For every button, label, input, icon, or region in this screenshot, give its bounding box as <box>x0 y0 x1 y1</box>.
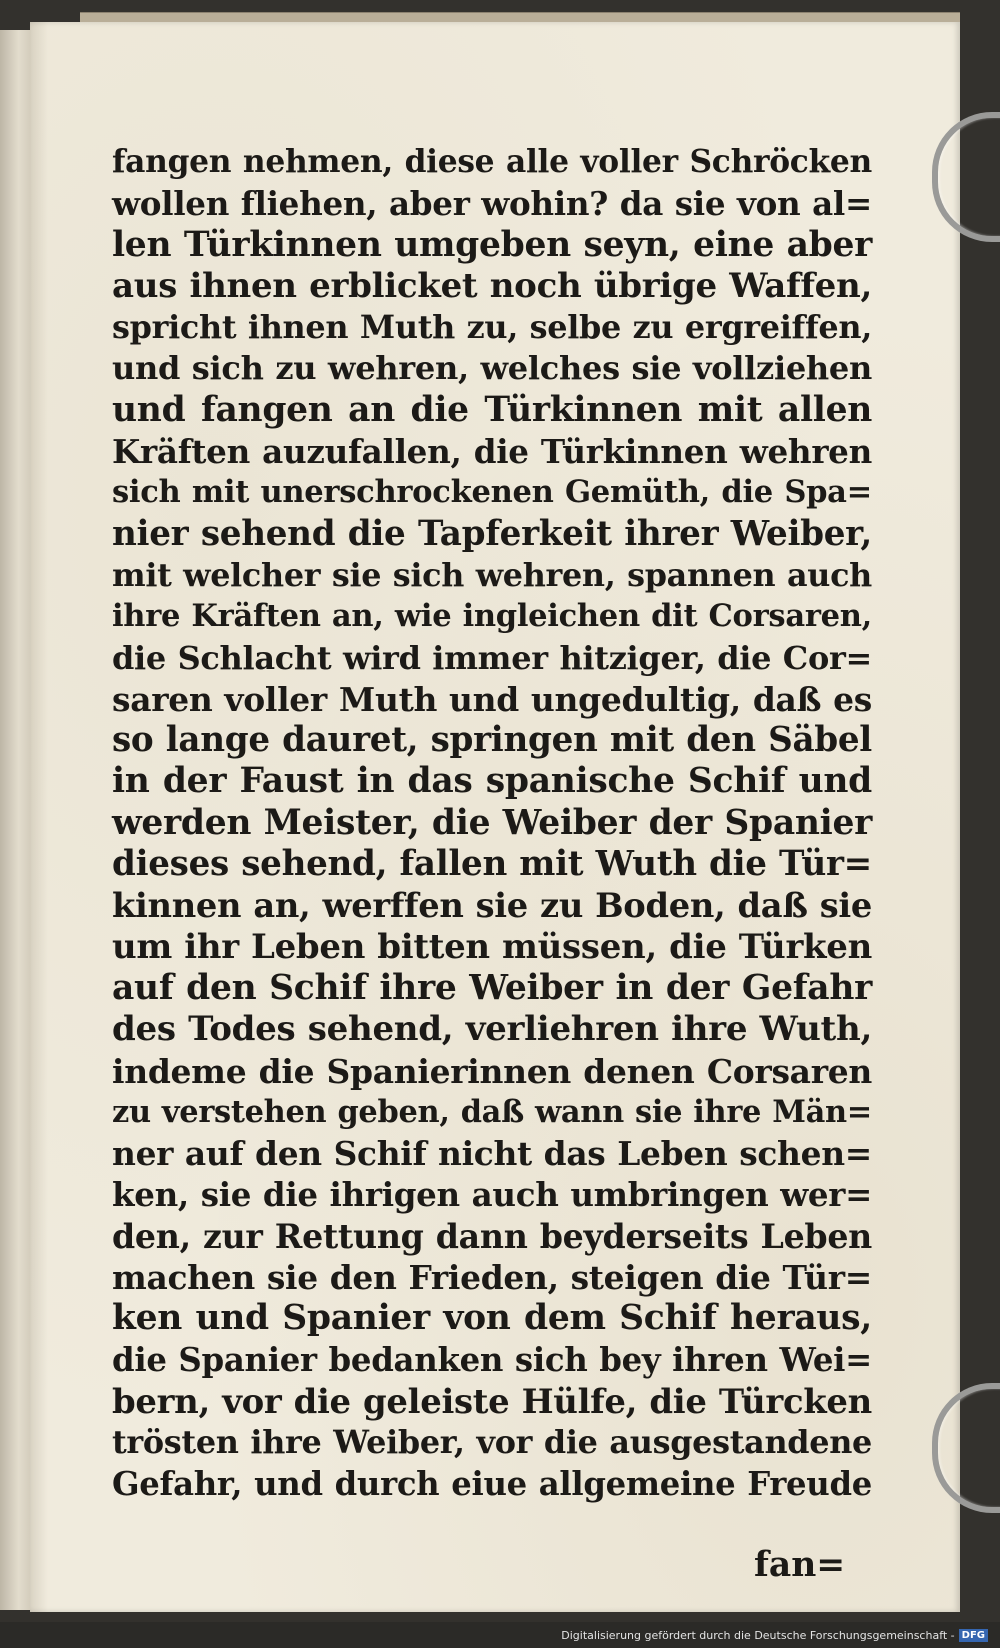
text-line: sich mit unerschrockenen Gemüth, die Spa= <box>112 474 872 511</box>
text-line: aus ihnen erblicket noch übrige Waffen, <box>112 265 872 306</box>
text-line: um ihr Leben bitten müssen, die Türken <box>112 926 872 967</box>
text-line: auf den Schif ihre Weiber in der Gefahr <box>112 967 872 1008</box>
text-line: wollen fliehen, aber wohin? da sie von al= <box>112 184 872 224</box>
text-line: dieses sehend, fallen mit Wuth die Tür= <box>112 844 872 885</box>
text-line: und fangen an die Türkinnen mit allen <box>112 389 872 430</box>
text-line: des Todes sehend, verliehren ihre Wuth, <box>112 1009 872 1050</box>
text-line: ken und Spanier von dem Schif heraus, <box>112 1298 872 1339</box>
text-line: die Spanier bedanken sich bey ihren Wei= <box>112 1340 872 1379</box>
text-line: Kräften auzufallen, die Türkinnen wehren <box>112 432 872 472</box>
text-line: ken, sie die ihrigen auch umbringen wer= <box>112 1175 872 1215</box>
text-line: indeme die Spanierinnen denen Corsaren <box>112 1051 872 1091</box>
catchword: fan= <box>754 1545 846 1585</box>
text-line: Gefahr, und durch eiue allgemeine Freude <box>112 1464 872 1503</box>
text-line: den, zur Rettung dann beyderseits Leben <box>112 1216 872 1256</box>
page-text-body <box>112 142 872 1505</box>
text-line: kinnen an, werffen sie zu Boden, daß sie <box>112 885 872 926</box>
text-line: mit welcher sie sich wehren, spannen auch <box>112 555 872 594</box>
text-line: spricht ihnen Muth zu, selbe zu ergreiffen, <box>112 308 872 347</box>
text-line: in der Faust in das spanische Schif und <box>112 761 872 802</box>
dfg-logo-icon: DFG <box>959 1629 988 1642</box>
text-line: ihre Kräften an, wie ingleichen dit Corsaren, <box>112 598 872 635</box>
text-line: zu verstehen geben, daß wann sie ihre Män= <box>112 1093 872 1130</box>
text-line: saren voller Muth und ungedultig, daß es <box>112 679 872 719</box>
text-line: trösten ihre Weiber, vor die ausgestandene <box>112 1423 872 1462</box>
text-line: bern, vor die geleiste Hülfe, die Türcken <box>112 1380 872 1421</box>
text-line: die Schlacht wird immer hitziger, die Cor= <box>112 638 872 677</box>
footer-credit <box>561 1629 988 1642</box>
text-line: fangen nehmen, diese alle voller Schröcken <box>112 144 872 180</box>
text-line: so lange dauret, springen mit den Säbel <box>112 720 872 761</box>
text-line: len Türkinnen umgeben seyn, eine aber <box>112 224 872 265</box>
text-line: ner auf den Schif nicht das Leben schen= <box>112 1134 872 1174</box>
text-line: nier sehend die Tapferkeit ihrer Weiber, <box>112 513 872 554</box>
footer-credit-text: Digitalisierung gefördert durch die Deutsche Forschungsgemeinschaft - <box>561 1629 955 1642</box>
text-line: werden Meister, die Weiber der Spanier <box>112 802 872 843</box>
text-line: und sich zu wehren, welches sie vollziehen <box>112 349 872 388</box>
text-line: machen sie den Frieden, steigen die Tür= <box>112 1258 872 1298</box>
